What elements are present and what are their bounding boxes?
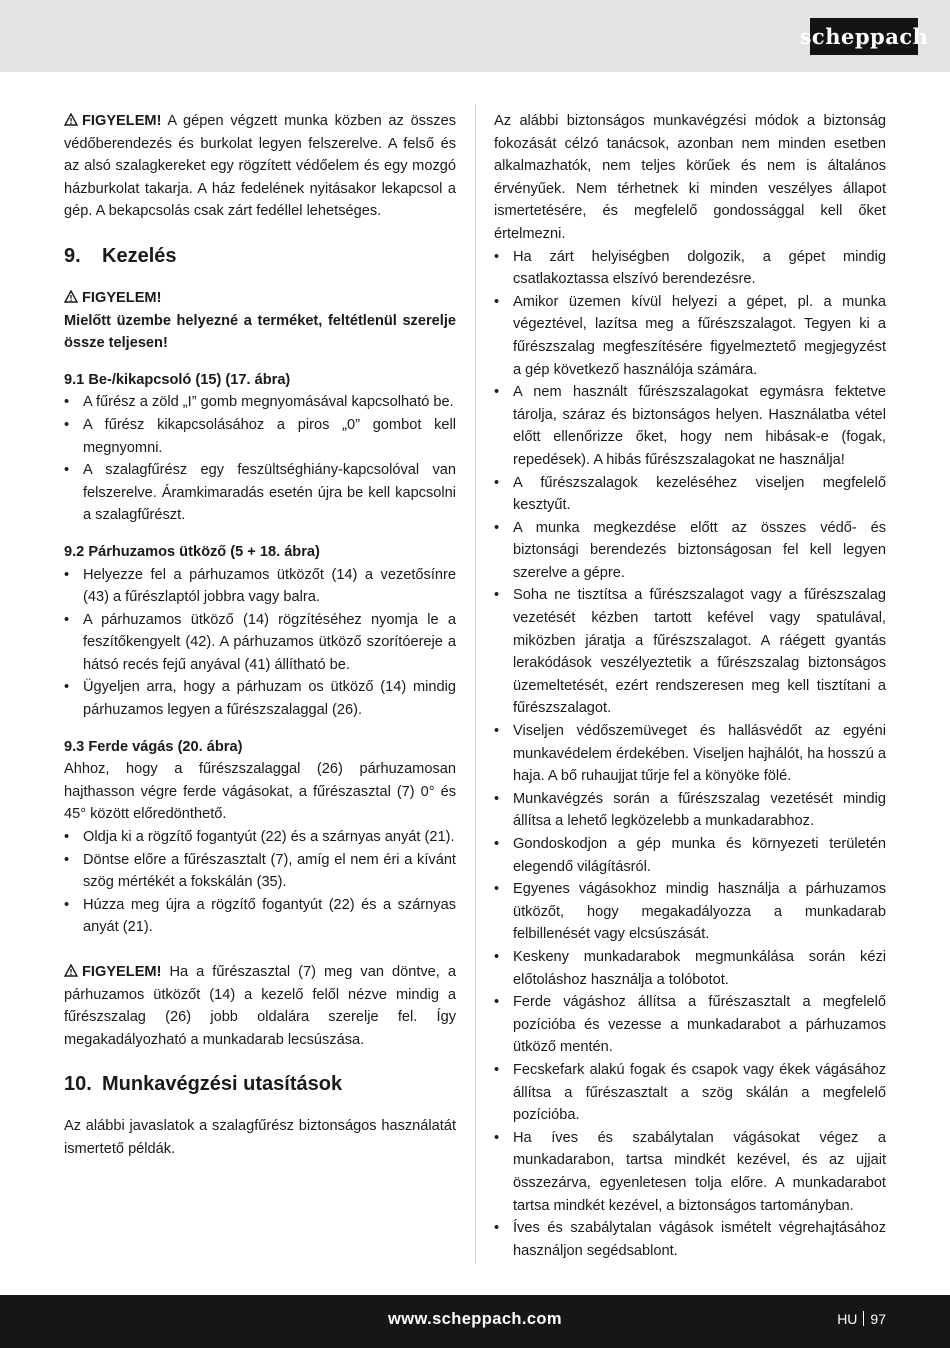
list-item: • Amikor üzemen kívül helyezi a gépet, pl. a munka végeztével, lazítsa meg a fűrészszalagot. Tegyen ki a fűrészszalag megfeszítésére figyelmeztető megjegyzést a gép következő használója számára. (494, 291, 886, 381)
page-number-value: 97 (870, 1311, 886, 1327)
left-column (64, 110, 456, 1161)
list-item: • A fűrészszalagok kezeléséhez viseljen megfelelő kesztyűt. (494, 472, 886, 517)
warning-icon (64, 113, 78, 126)
list-item: • Egyenes vágásokhoz mindig használja a párhuzamos ütközőt, hogy megakadályozza a munkadarab felbillenését vagy elcsúszását. (494, 878, 886, 946)
list-item: • Íves és szabálytalan vágások ismételt végrehajtásához használjon segédsablont. (494, 1217, 886, 1262)
warning-icon (64, 964, 78, 977)
list-item: • Ferde vágáshoz állítsa a fűrészasztalt a megfelelő pozícióba és vezesse a munkadarabot a párhuzamos ütköző mentén. (494, 991, 886, 1059)
list-item: • Húzza meg újra a rögzítő fogantyút (22) és a szárnyas anyát (21). (64, 894, 456, 939)
warning-paragraph (64, 110, 456, 223)
brand-logo: scheppach (810, 18, 918, 55)
subsection-9-1-title: 9.1 Be-/kikapcsoló (15) (17. ábra) (64, 371, 291, 388)
warning-text: A gépen végzett munka közben az összes védőberendezés és burkolat legyen felszerelve. A felső és az alsó szalagkereket egy rögzített védőelem és egy mozgó házburkolat takarja. A ház fedelének nyitásakor lekapcsol a gép. A bekapcsolás csak zárt fedéllel lehetséges. (64, 113, 456, 220)
right-intro: Az alábbi biztonságos munkavégzési módok a biztonság fokozását célzó tanácsok, azonban nem minden esetben alkalmazhatók, nem teljes körűek és nem is általános érvényűek. Nem térhetnek ki minden veszélyes állapot ismertetésére, és megfelelő gondossággal kell őket értelmezni. (494, 113, 886, 242)
list-item: • A párhuzamos ütköző (14) rögzítéséhez nyomja le a feszítőkengyelt (42). A párhuzamos ütköző szorítóereje a hátsó recés fejű anyával (41) állítható be. (64, 609, 456, 677)
list-item: • Fecskefark alakú fogak és csapok vagy ékek vágásához állítsa a fűrészasztalt a szög skálán a megfelelő pozícióba. (494, 1059, 886, 1127)
warning-icon (64, 290, 78, 303)
warning-label: FIGYELEM! (82, 964, 162, 980)
warning-label-2: FIGYELEM! (64, 287, 456, 310)
language-code: HU (837, 1311, 858, 1327)
column-divider (475, 104, 476, 1264)
list-item: • A fűrész a zöld „I” gomb megnyomásával kapcsolható be. (64, 391, 456, 414)
safety-list (494, 246, 886, 1263)
subsection-9-3-intro: Ahhoz, hogy a fűrészszalaggal (26) párhuzamosan hajthasson végre ferde vágásokat, a fűrészasztal (7) 0° és 45° között előredönthető. (64, 761, 456, 823)
page-footer (0, 1295, 950, 1348)
section-heading-9: 9. Kezelés (64, 244, 177, 267)
warning-label: FIGYELEM! (82, 113, 162, 129)
list-item: • Soha ne tisztítsa a fűrészszalagot vagy a fűrészszalag vezetését kézben tartott kefével vagy spatulával, miközben járatja a fűrészszalagot. A ráégett gyantás lerakódások veszélyeztetik a fűrészszalag biztonságos üzemeltetését, ezért rendszeresen meg kell tisztítani a fűrészszalagot. (494, 584, 886, 720)
list-item: • Döntse előre a fűrészasztalt (7), amíg el nem éri a kívánt szög mértékét a fokskálán (35). (64, 849, 456, 894)
warning-text: Ha a fűrészasztal (7) meg van döntve, a párhuzamos ütközőt (14) a kezelő felől nézve mindig a fűrészszalag (26) jobb oldalára szerelje fel. Így megakadályozható a munkadarab lecsúszása. (64, 964, 456, 1048)
subsection-9-2-title: 9.2 Párhuzamos ütköző (5 + 18. ábra) (64, 543, 320, 560)
list-item: • A fűrész kikapcsolásához a piros „0” gombot kell megnyomni. (64, 414, 456, 459)
page-header (0, 0, 950, 72)
list-item: • Keskeny munkadarabok megmunkálása során kézi előtoláshoz használja a tolóbotot. (494, 946, 886, 991)
list-item: • A munka megkezdése előtt az összes védő- és biztonsági berendezés biztonságosan fel kell legyen szerelve a gépre. (494, 517, 886, 585)
list-item: • A nem használt fűrészszalagokat egymásra fektetve tárolja, száraz és biztonságos helyen. Használatba vétel előtt ellenőrizze őket, hogy nem hibásak-e (fogak, repedések). A hibás fűrészszalagokat ne használja! (494, 381, 886, 471)
list-9-3 (64, 826, 456, 939)
warning-paragraph-3 (64, 961, 456, 1051)
list-item: • Gondoskodjon a gép munka és környezeti területén elegendő világításról. (494, 833, 886, 878)
section-10-text: Az alábbi javaslatok a szalagfűrész biztonságos használatát ismertető példák. (64, 1118, 456, 1157)
list-item: • A szalagfűrész egy feszültséghiány-kapcsolóval van felszerelve. Áramkimaradás esetén újra be kell kapcsolni a szalagfűrészt. (64, 459, 456, 527)
list-item: • Ha zárt helyiségben dolgozik, a gépet mindig csatlakoztassa elszívó berendezésre. (494, 246, 886, 291)
list-9-2 (64, 564, 456, 722)
list-item: • Ha íves és szabálytalan vágásokat végez a munkadarabon, tartsa mindkét kezével, és az ujjait összezárva, egyenletesen tolja előre. A munkadarabot tartsa mindkét kezével, a biztonságos tartományban. (494, 1127, 886, 1217)
separator (863, 1311, 864, 1326)
section-heading-10: 10. Munkavégzési utasítások (64, 1073, 343, 1096)
page-number (837, 1311, 886, 1327)
list-item: • Munkavégzés során a fűrészszalag vezetését mindig állítsa a lehető legközelebb a munkadarabhoz. (494, 788, 886, 833)
list-9-1 (64, 391, 456, 527)
list-item: • Helyezze fel a párhuzamos ütközőt (14) a vezetősínre (43) a fűrészlaptól jobbra vagy balra. (64, 564, 456, 609)
list-item: • Viseljen védőszemüveget és hallásvédőt az egyéni munkavédelem érdekében. Viseljen hajhálót, ha hosszú a haja. A bő ruhaujjat tűrje fel a könyöke fölé. (494, 720, 886, 788)
warning-text-2: Mielőtt üzembe helyezné a terméket, feltétlenül szerelje össze teljesen! (64, 312, 456, 352)
subsection-9-3-title: 9.3 Ferde vágás (20. ábra) (64, 738, 243, 755)
right-column (494, 110, 886, 1262)
website-link[interactable]: www.scheppach.com (388, 1310, 562, 1328)
list-item: • Oldja ki a rögzítő fogantyút (22) és a szárnyas anyát (21). (64, 826, 456, 849)
list-item: • Ügyeljen arra, hogy a párhuzam os ütköző (14) mindig párhuzamos legyen a fűrészszalaggal (26). (64, 676, 456, 721)
